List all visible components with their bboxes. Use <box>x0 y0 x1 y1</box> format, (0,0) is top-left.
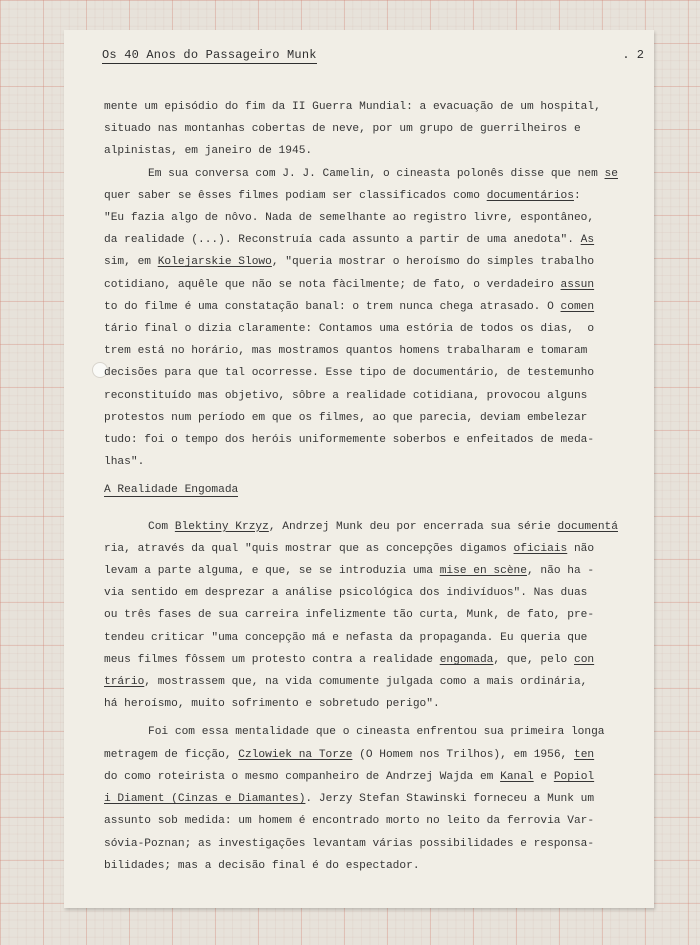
text-line: "Eu fazia algo de nôvo. Nada de semelhante ao registro livre, espontâneo, <box>104 212 595 225</box>
text-line: quer saber se êsses filmes podiam ser classificados como documentários: <box>104 189 581 202</box>
text-line: tudo: foi o tempo dos heróis uniformemente soberbos e enfeitados de meda- <box>104 434 595 447</box>
text-line: bilidades; mas a decisão final é do espectador. <box>104 859 420 872</box>
text-line: protestos num período em que os filmes, ao que parecia, deviam embelezar <box>104 411 588 424</box>
text-line: tário final o dizia claramente: Contamos uma estória de todos os dias, o <box>104 323 595 336</box>
text-line: Em sua conversa com J. J. Camelin, o cineasta polonês disse que nem se <box>148 167 618 180</box>
page-number: . 2 <box>622 48 644 62</box>
text-line: decisões para que tal ocorresse. Esse tipo de documentário, de testemunho <box>104 367 595 380</box>
text-line: metragem de ficção, Czlowiek na Torze (O Homem nos Trilhos), em 1956, ten <box>104 748 595 761</box>
text-line: tendeu criticar "uma concepção má e nefasta da propaganda. Eu queria que <box>104 631 588 644</box>
text-line: ou três fases de sua carreira infelizmente tão curta, Munk, de fato, pre- <box>104 609 595 622</box>
document-page <box>64 30 654 908</box>
section-heading: A Realidade Engomada <box>104 484 239 497</box>
text-line: sóvia-Poznan; as investigações levantam várias possibilidades e responsa- <box>104 837 595 850</box>
text-line: meus filmes fôssem um protesto contra a realidade engomada, que, pelo con <box>104 653 595 666</box>
text-line: há heroísmo, muito sofrimento e sobretudo perigo". <box>104 698 440 711</box>
running-header-title: Os 40 Anos do Passageiro Munk <box>102 48 317 62</box>
text-line: sim, em Kolejarskie Slowo, "queria mostrar o heroísmo do simples trabalho <box>104 256 595 269</box>
text-line: mente um episódio do fim da II Guerra Mundial: a evacuação de um hospital, <box>104 101 601 113</box>
text-line: Foi com essa mentalidade que o cineasta enfrentou sua primeira longa <box>148 726 605 739</box>
text-line: trário, mostrassem que, na vida comumente julgada como a mais ordinária, <box>104 676 588 689</box>
text-line: ria, através da qual "quis mostrar que as concepções digamos oficiais não <box>104 542 595 555</box>
body-text <box>104 96 626 877</box>
text-line: cotidiano, aquêle que não se nota fàcilmente; de fato, o verdadeiro assun <box>104 278 595 291</box>
text-line: i Diament (Cinzas e Diamantes). Jerzy Stefan Stawinski forneceu a Munk um <box>104 793 595 806</box>
text-line: to do filme é uma constatação banal: o trem nunca chega atrasado. O comen <box>104 300 595 313</box>
text-line: trem está no horário, mas mostramos quantos homens trabalharam e tomaram <box>104 345 588 358</box>
text-line: do como roteirista o mesmo companheiro de Andrzej Wajda em Kanal e Popiol <box>104 770 595 783</box>
text-line: situado nas montanhas cobertas de neve, por um grupo de guerrilheiros e <box>104 123 581 136</box>
text-line: da realidade (...). Reconstruía cada assunto a partir de uma anedota". As <box>104 234 595 247</box>
text-line: lhas". <box>104 456 145 469</box>
text-line: alpinistas, em janeiro de 1945. <box>104 145 313 158</box>
text-line: reconstituído mas objetivo, sôbre a realidade cotidiana, provocou alguns <box>104 389 588 402</box>
text-line: Com Blektiny Krzyz, Andrzej Munk deu por encerrada sua série documentá <box>148 520 618 533</box>
text-line: assunto sob medida: um homem é encontrado morto no leito da ferrovia Var- <box>104 815 595 828</box>
text-line: via sentido em desprezar a análise psicológica dos indivíduos". Nas duas <box>104 587 588 600</box>
text-line: levam a parte alguma, e que, se se introduzia uma mise en scène, não ha - <box>104 565 595 578</box>
